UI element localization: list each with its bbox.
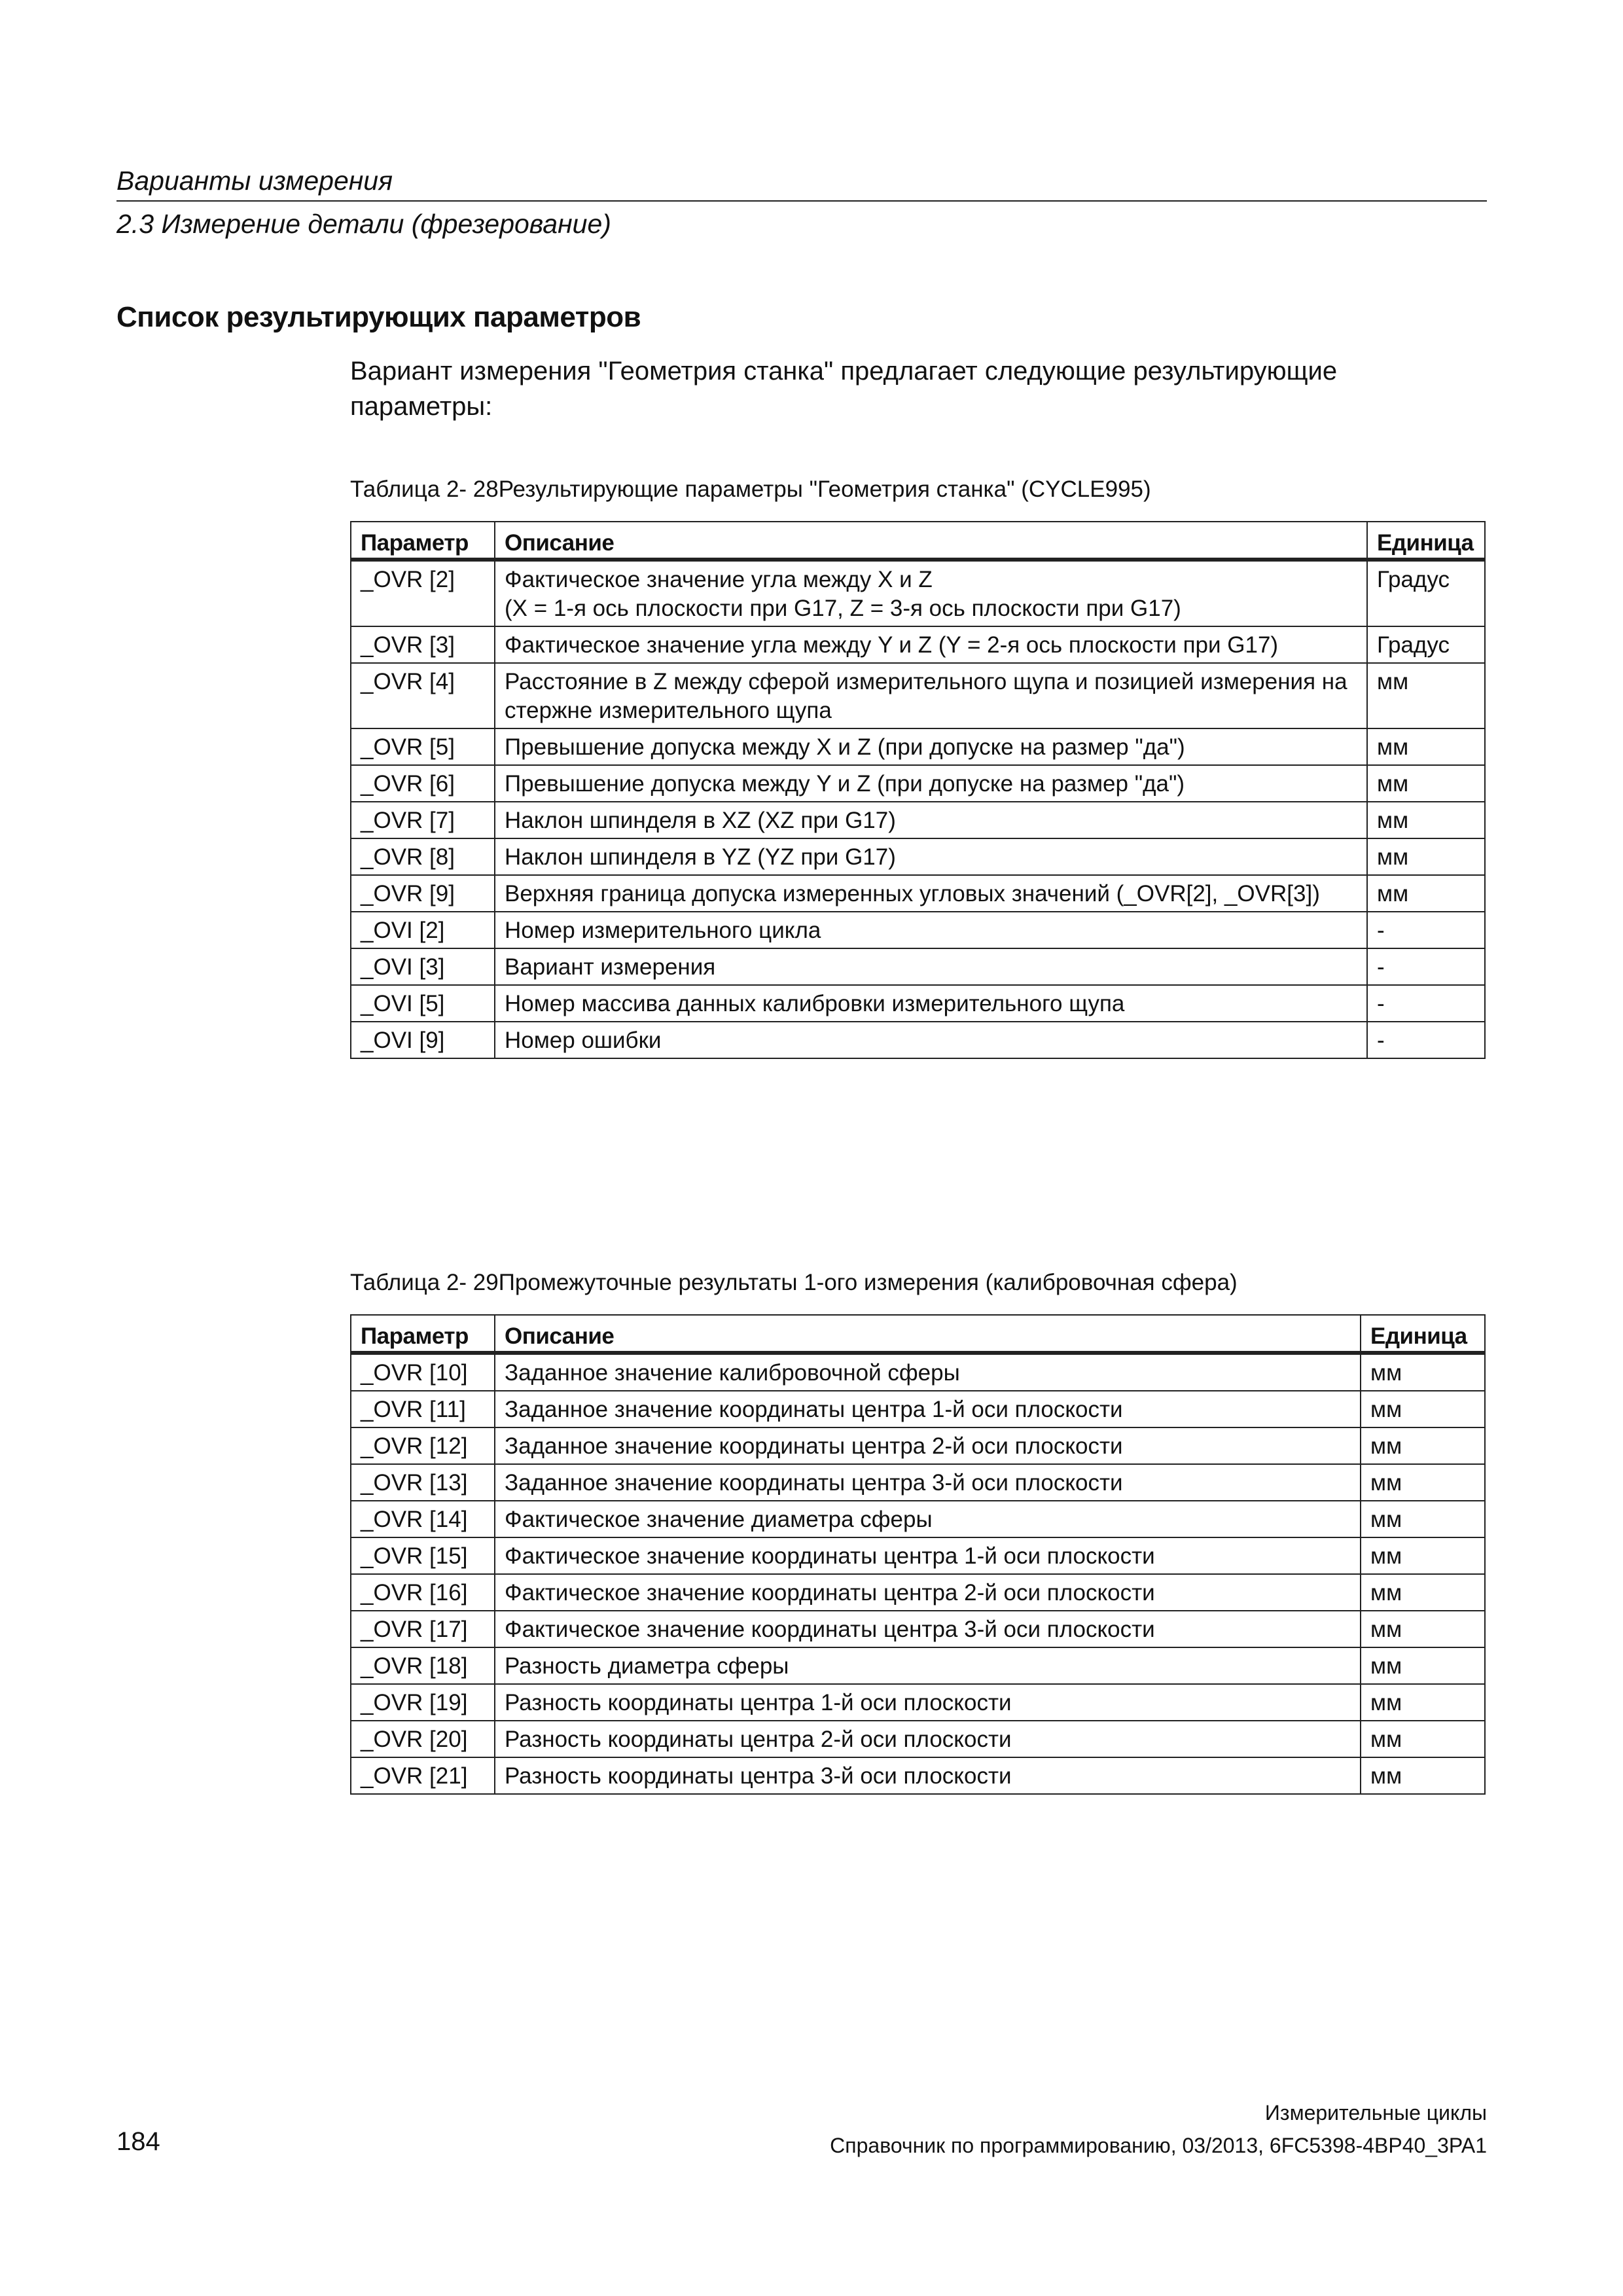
param-cell: _OVR [10] bbox=[351, 1353, 495, 1391]
column-header: Параметр bbox=[351, 1315, 495, 1353]
param-cell: _OVR [9] bbox=[351, 875, 495, 912]
description-cell: Разность координаты центра 3-й оси плоскости bbox=[495, 1757, 1361, 1794]
param-cell: _OVI [5] bbox=[351, 985, 495, 1022]
description-cell: Заданное значение калибровочной сферы bbox=[495, 1353, 1361, 1391]
param-cell: _OVI [3] bbox=[351, 948, 495, 985]
unit-cell: мм bbox=[1361, 1391, 1485, 1427]
description-cell: Верхняя граница допуска измеренных угловых значений (_OVR[2], _OVR[3]) bbox=[495, 875, 1367, 912]
unit-cell: мм bbox=[1361, 1464, 1485, 1501]
table1-header-row bbox=[351, 522, 1485, 560]
description-cell: Разность диаметра сферы bbox=[495, 1647, 1361, 1684]
param-cell: _OVR [11] bbox=[351, 1391, 495, 1427]
table-row bbox=[351, 912, 1485, 948]
column-header: Описание bbox=[495, 522, 1367, 560]
unit-cell: мм bbox=[1361, 1647, 1485, 1684]
unit-cell: - bbox=[1367, 1022, 1485, 1058]
column-header: Единица bbox=[1367, 522, 1485, 560]
table-row bbox=[351, 1684, 1485, 1721]
table-row bbox=[351, 1391, 1485, 1427]
description-cell: Наклон шпинделя в YZ (YZ при G17) bbox=[495, 838, 1367, 875]
param-cell: _OVR [6] bbox=[351, 765, 495, 802]
running-header bbox=[116, 164, 1487, 241]
section-title: Список результирующих параметров bbox=[116, 301, 641, 333]
param-cell: _OVR [5] bbox=[351, 728, 495, 765]
param-cell: _OVR [3] bbox=[351, 626, 495, 663]
unit-cell: мм bbox=[1367, 728, 1485, 765]
footer-book-title: Измерительные циклы bbox=[1264, 2101, 1487, 2125]
param-cell: _OVR [21] bbox=[351, 1757, 495, 1794]
description-cell: Фактическое значение диаметра сферы bbox=[495, 1501, 1361, 1537]
unit-cell: мм bbox=[1361, 1501, 1485, 1537]
param-cell: _OVR [14] bbox=[351, 1501, 495, 1537]
description-cell: Фактическое значение угла между Y и Z (Y = 2-я ось плоскости при G17) bbox=[495, 626, 1367, 663]
param-cell: _OVR [2] bbox=[351, 560, 495, 626]
param-cell: _OVR [13] bbox=[351, 1464, 495, 1501]
table2-header-row bbox=[351, 1315, 1485, 1353]
table-row bbox=[351, 1427, 1485, 1464]
unit-cell: мм bbox=[1361, 1537, 1485, 1574]
description-cell: Фактическое значение координаты центра 2-й оси плоскости bbox=[495, 1574, 1361, 1611]
description-cell: Фактическое значение координаты центра 1-й оси плоскости bbox=[495, 1537, 1361, 1574]
description-cell: Номер массива данных калибровки измерительного щупа bbox=[495, 985, 1367, 1022]
unit-cell: Градус bbox=[1367, 560, 1485, 626]
description-cell: Наклон шпинделя в XZ (XZ при G17) bbox=[495, 802, 1367, 838]
table-row bbox=[351, 1574, 1485, 1611]
result-parameters-table bbox=[350, 521, 1486, 1059]
param-cell: _OVR [20] bbox=[351, 1721, 495, 1757]
header-section: 2.3 Измерение детали (фрезерование) bbox=[116, 209, 611, 239]
description-cell bbox=[495, 560, 1367, 626]
unit-cell: мм bbox=[1367, 765, 1485, 802]
description-cell: Фактическое значение координаты центра 3-й оси плоскости bbox=[495, 1611, 1361, 1647]
unit-cell: мм bbox=[1361, 1721, 1485, 1757]
column-header: Параметр bbox=[351, 522, 495, 560]
unit-cell: - bbox=[1367, 912, 1485, 948]
table-row bbox=[351, 728, 1485, 765]
description-cell: Превышение допуска между Y и Z (при допуске на размер "да") bbox=[495, 765, 1367, 802]
description-cell: Номер измерительного цикла bbox=[495, 912, 1367, 948]
table1-caption: Таблица 2- 28Результирующие параметры "Геометрия станка" (CYCLE995) bbox=[350, 476, 1151, 502]
param-cell: _OVI [9] bbox=[351, 1022, 495, 1058]
param-cell: _OVR [18] bbox=[351, 1647, 495, 1684]
param-cell: _OVR [17] bbox=[351, 1611, 495, 1647]
param-cell: _OVR [8] bbox=[351, 838, 495, 875]
description-cell: Разность координаты центра 1-й оси плоскости bbox=[495, 1684, 1361, 1721]
param-cell: _OVR [4] bbox=[351, 663, 495, 728]
param-cell: _OVR [12] bbox=[351, 1427, 495, 1464]
table-row bbox=[351, 626, 1485, 663]
table-row bbox=[351, 765, 1485, 802]
table-row bbox=[351, 1647, 1485, 1684]
param-cell: _OVR [19] bbox=[351, 1684, 495, 1721]
unit-cell: Градус bbox=[1367, 626, 1485, 663]
column-header: Описание bbox=[495, 1315, 1361, 1353]
unit-cell: мм bbox=[1361, 1574, 1485, 1611]
description-line: (X = 1-я ось плоскости при G17, Z = 3-я ось плоскости при G17) bbox=[505, 596, 1181, 621]
header-rule bbox=[116, 200, 1487, 202]
table-row bbox=[351, 985, 1485, 1022]
table-row bbox=[351, 1022, 1485, 1058]
table-row bbox=[351, 560, 1485, 626]
unit-cell: мм bbox=[1361, 1353, 1485, 1391]
unit-cell: - bbox=[1367, 948, 1485, 985]
unit-cell: мм bbox=[1367, 802, 1485, 838]
unit-cell: мм bbox=[1361, 1611, 1485, 1647]
column-header: Единица bbox=[1361, 1315, 1485, 1353]
table-row bbox=[351, 663, 1485, 728]
description-line: Фактическое значение угла между X и Z bbox=[505, 567, 933, 592]
table-row bbox=[351, 1501, 1485, 1537]
unit-cell: мм bbox=[1361, 1427, 1485, 1464]
table-row bbox=[351, 948, 1485, 985]
table-row bbox=[351, 875, 1485, 912]
table-row bbox=[351, 1757, 1485, 1794]
table-row bbox=[351, 1537, 1485, 1574]
intermediate-results-table bbox=[350, 1314, 1486, 1795]
table-row bbox=[351, 1611, 1485, 1647]
param-cell: _OVR [15] bbox=[351, 1537, 495, 1574]
page-number: 184 bbox=[116, 2127, 160, 2156]
unit-cell: мм bbox=[1367, 875, 1485, 912]
unit-cell: мм bbox=[1367, 838, 1485, 875]
description-cell: Вариант измерения bbox=[495, 948, 1367, 985]
description-cell: Заданное значение координаты центра 1-й оси плоскости bbox=[495, 1391, 1361, 1427]
description-cell: Разность координаты центра 2-й оси плоскости bbox=[495, 1721, 1361, 1757]
description-cell: Номер ошибки bbox=[495, 1022, 1367, 1058]
unit-cell: мм bbox=[1361, 1757, 1485, 1794]
description-cell: Заданное значение координаты центра 3-й оси плоскости bbox=[495, 1464, 1361, 1501]
table-row bbox=[351, 838, 1485, 875]
description-cell: Заданное значение координаты центра 2-й оси плоскости bbox=[495, 1427, 1361, 1464]
table-row bbox=[351, 802, 1485, 838]
table-row bbox=[351, 1464, 1485, 1501]
unit-cell: - bbox=[1367, 985, 1485, 1022]
unit-cell: мм bbox=[1367, 663, 1485, 728]
description-cell: Превышение допуска между X и Z (при допуске на размер "да") bbox=[495, 728, 1367, 765]
param-cell: _OVI [2] bbox=[351, 912, 495, 948]
footer-reference: Справочник по программированию, 03/2013, 6FC5398-4BP40_3PA1 bbox=[830, 2134, 1487, 2157]
header-chapter: Варианты измерения bbox=[116, 166, 393, 196]
table-row bbox=[351, 1353, 1485, 1391]
unit-cell: мм bbox=[1361, 1684, 1485, 1721]
intro-paragraph: Вариант измерения "Геометрия станка" предлагает следующие результирующие параметры: bbox=[350, 357, 1338, 421]
table2-caption: Таблица 2- 29Промежуточные результаты 1-ого измерения (калибровочная сфера) bbox=[350, 1270, 1238, 1295]
description-cell: Расстояние в Z между сферой измерительного щупа и позицией измерения на стержне измерительного щупа bbox=[495, 663, 1367, 728]
param-cell: _OVR [7] bbox=[351, 802, 495, 838]
table-row bbox=[351, 1721, 1485, 1757]
param-cell: _OVR [16] bbox=[351, 1574, 495, 1611]
